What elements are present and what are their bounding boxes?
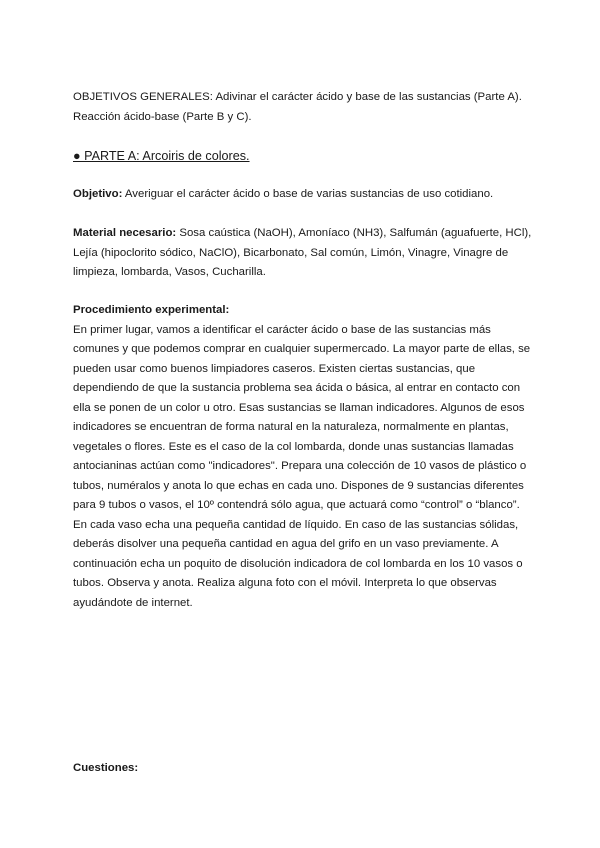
objective-text: Averiguar el carácter ácido o base de varias sustancias de uso cotidiano.: [122, 188, 494, 200]
procedure-label: Procedimiento experimental:: [73, 304, 230, 316]
part-a-heading: ● PARTE A: Arcoiris de colores.: [73, 149, 250, 163]
materials-paragraph: [73, 224, 533, 283]
materials-label: Material necesario:: [73, 227, 177, 239]
objective-label: Objetivo:: [73, 188, 123, 200]
procedure-section: [73, 301, 533, 613]
materials-text: Sosa caústica (NaOH), Amoníaco (NH3), Salfumán (aguafuerte, HCl), Lejía (hipoclorito sódico, NaClO), Bicarbonato, Sal común, Limón, Vinagre, Vinagre de limpieza, lombarda, Vasos, Cucharilla.: [73, 227, 532, 278]
general-objectives: [73, 88, 533, 127]
questions-heading: Cuestiones:: [73, 762, 139, 774]
general-objectives-text: Adivinar el carácter ácido y base de las sustancias (Parte A). Reacción ácido-base (Parte B y C).: [73, 91, 522, 123]
procedure-text: En primer lugar, vamos a identificar el carácter ácido o base de las sustancias más comunes y que podemos comprar en cualquier supermercado. La mayor parte de ellas, se pueden usar como buenos limpiadores caseros. Existen ciertas sustancias, que dependiendo de que la sustancia problema sea ácida o básica, al entrar en contacto con ella se ponen de un color u otro. Esas sustancias se llaman indicadores. Algunos de esos indicadores se encuentran de forma natural en la naturaleza, normalmente en plantas, vegetales o flores. Este es el caso de la col lombarda, donde unas sustancias llamadas antocianinas actúan como "indicadores". Prepara una colección de 10 vasos de plástico o tubos, numéralos y anota lo que echas en cada uno. Dispones de 9 sustancias diferentes para 9 tubos o vasos, el 10º contendrá sólo agua, que actuará como “control” o “blanco”. En cada vaso echa una pequeña cantidad de líquido. En caso de las sustancias sólidas, deberás disolver una pequeña cantidad en agua del grifo en un vaso previamente. A continuación echa un poquito de disolución indicadora de col lombarda en los 10 vasos o tubos. Observa y anota. Realiza alguna foto con el móvil. Interpreta lo que observas ayudándote de internet.: [73, 323, 531, 609]
objective-paragraph: [73, 185, 533, 205]
general-objectives-label: OBJETIVOS GENERALES:: [73, 91, 213, 103]
